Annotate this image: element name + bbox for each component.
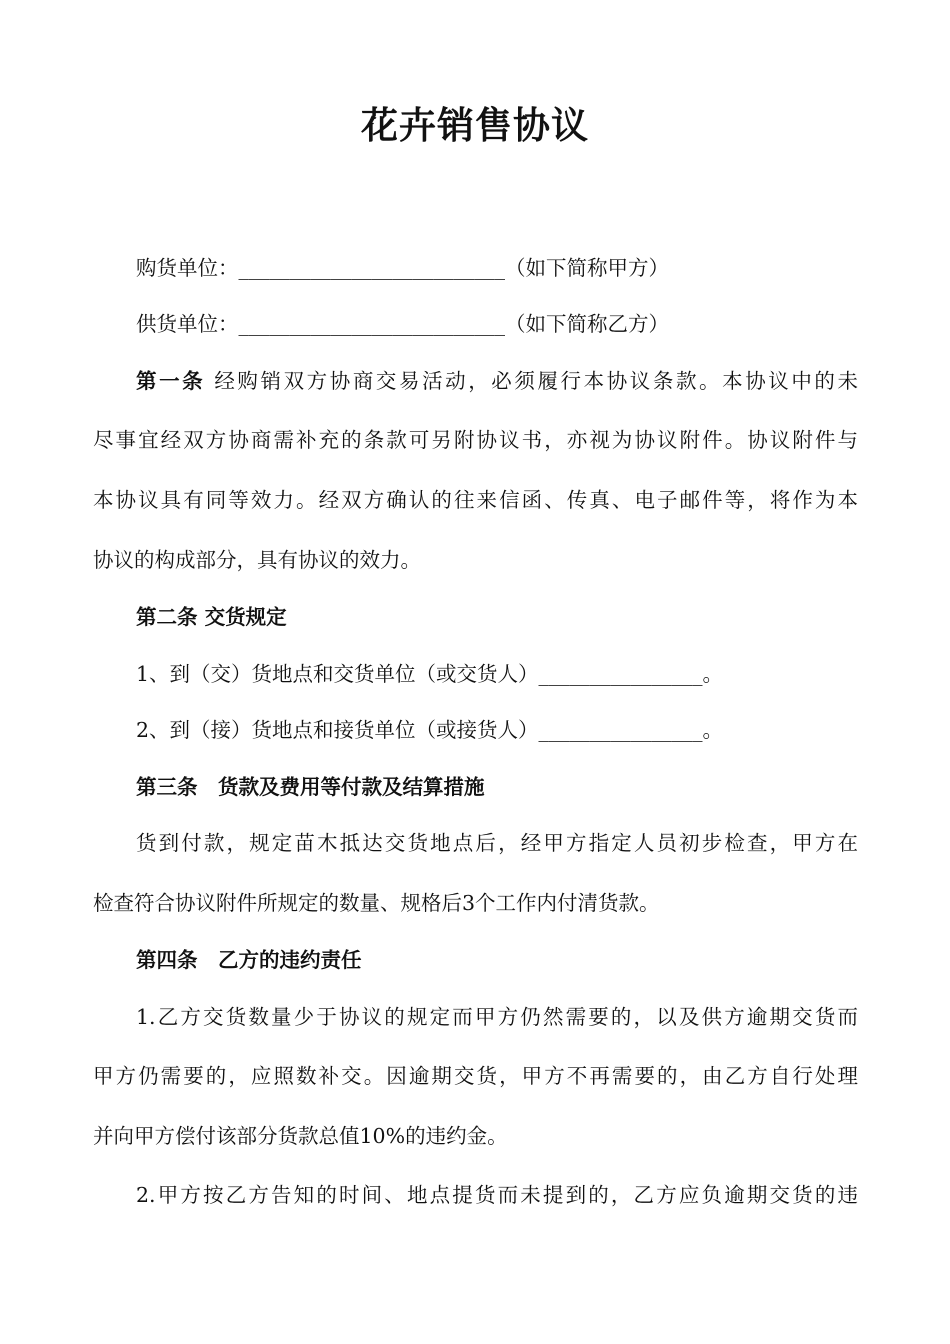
article-1-text-1: 经购销双方协商交易活动，必须履行本协议条款。本协议中的未: [205, 369, 859, 393]
article-1-heading: 第一条: [136, 369, 206, 393]
article-3-line-1: 货到付款，规定苗木抵达交货地点后，经甲方指定人员初步检查，甲方在: [136, 831, 858, 855]
document-title: 花卉销售协议: [361, 104, 589, 147]
article-3-heading: 第三条 货款及费用等付款及结算措施: [136, 775, 485, 799]
supplier-line: 供货单位：__________________________（如下简称乙方）: [136, 312, 669, 336]
article-4-heading: 第四条 乙方的违约责任: [136, 948, 362, 972]
article-2-item-1: 1、到（交）货地点和交货单位（或交货人）________________。: [136, 662, 724, 686]
buyer-line: 购货单位：__________________________（如下简称甲方）: [136, 256, 669, 280]
article-1-line-2: 尽事宜经双方协商需补充的条款可另附协议书，亦视为协议附件。协议附件与: [93, 428, 858, 452]
article-4-para-2-line-1: 2.甲方按乙方告知的时间、地点提货而未提到的，乙方应负逾期交货的违: [136, 1183, 858, 1207]
article-1-line-3: 本协议具有同等效力。经双方确认的往来信函、传真、电子邮件等，将作为本: [93, 488, 858, 512]
article-4-para-1-line-1: 1.乙方交货数量少于协议的规定而甲方仍然需要的，以及供方逾期交货而: [136, 1005, 858, 1029]
article-2-item-2: 2、到（接）货地点和接货单位（或接货人）________________。: [136, 718, 724, 742]
article-3-line-2: 检查符合协议附件所规定的数量、规格后3个工作内付清货款。: [93, 891, 660, 915]
article-4-para-1-line-3: 并向甲方偿付该部分货款总值10%的违约金。: [93, 1124, 508, 1148]
article-2-heading: 第二条 交货规定: [136, 605, 287, 629]
article-1-line-4: 协议的构成部分，具有协议的效力。: [93, 548, 421, 572]
article-4-para-1-line-2: 甲方仍需要的，应照数补交。因逾期交货，甲方不再需要的，由乙方自行处理: [93, 1064, 858, 1088]
article-1-line-1: [136, 367, 858, 395]
